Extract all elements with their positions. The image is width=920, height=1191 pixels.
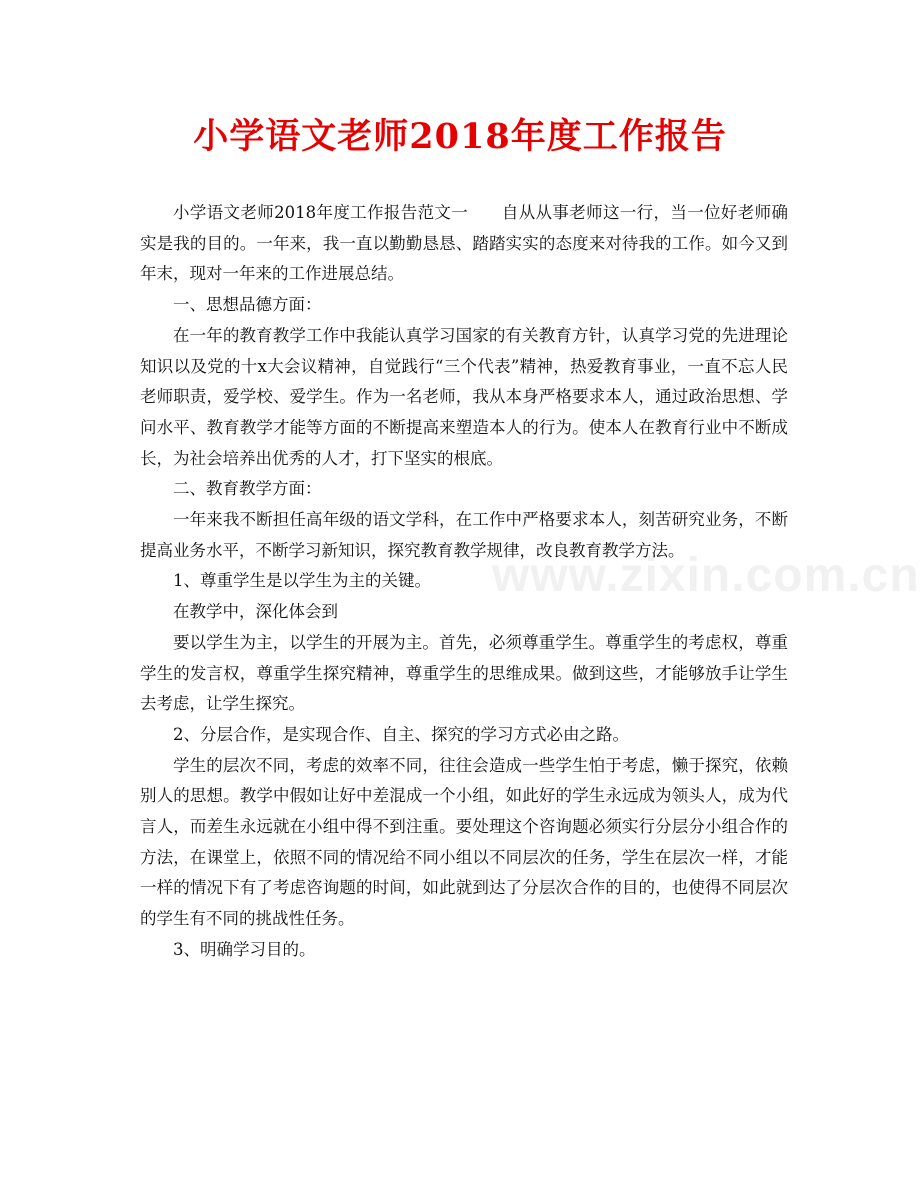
document-title: 小学语文老师2018年度工作报告 — [193, 116, 727, 157]
point-1-heading: 1、尊重学生是以学生为主的关键。 — [173, 571, 431, 591]
point-3-heading: 3、明确学习目的。 — [173, 939, 316, 959]
teaching-paragraph: 一年来我不断担任高年级的语文学科，在工作中严格要求本人，刻苦研究业务，不断提高业务水平，不断学习新知识，探究教育教学规律，改良教育教学方法。 — [140, 510, 788, 560]
watermark-text: www.zixin.com.cn — [492, 549, 920, 602]
document-body — [140, 198, 788, 966]
point-2-paragraph: 学生的层次不同，考虑的效率不同，往往会造成一些学生怕于考虑，懒于探究，依赖别人的思想。教学中假如让好中差混成一个小组，如此好的学生永远成为领头人，成为代言人，而差生永远就在小组中得不到注重。要处理这个咨询题必须实行分层分小组合作的方法，在课堂上，依照不同的情况给不同小组以不同层次的任务，学生在层次一样，才能一样的情况下有了考虑咨询题的时间，如此就到达了分层次合作的目的，也使得不同层次的学生有不同的挑战性任务。 — [140, 755, 788, 929]
point-1-lead: 在教学中，深化体会到 — [173, 602, 338, 622]
point-2-heading: 2、分层合作，是实现合作、自主、探究的学习方式必由之路。 — [173, 724, 629, 744]
intro-paragraph: 小学语文老师2018年度工作报告范文一 自从从事老师这一行，当一位好老师确实是我的目的。一年来，我一直以勤勤恳恳、踏踏实实的态度来对待我的工作。如今又到年末，现对一年来的工作进展总结。 — [140, 203, 788, 284]
section-heading-teaching: 二、教育教学方面： — [173, 479, 322, 499]
ideology-paragraph: 在一年的教育教学工作中我能认真学习国家的有关教育方针，认真学习党的先进理论知识以及党的十x大会议精神，自觉践行“三个代表”精神，热爱教育事业，一直不忘人民老师职责，爱学校、爱学生。作为一名老师，我从本身严格要求本人，通过政治思想、学问水平、教育教学才能等方面的不断提高来塑造本人的行为。使本人在教育行业中不断成长，为社会培养出优秀的人才，打下坚实的根底。 — [140, 325, 788, 468]
section-heading-ideology: 一、思想品德方面： — [173, 295, 322, 315]
point-1-paragraph: 要以学生为主，以学生的开展为主。首先，必须尊重学生。尊重学生的考虑权，尊重学生的发言权，尊重学生探究精神，尊重学生的思维成果。做到这些，才能够放手让学生去考虑，让学生探究。 — [140, 632, 788, 714]
